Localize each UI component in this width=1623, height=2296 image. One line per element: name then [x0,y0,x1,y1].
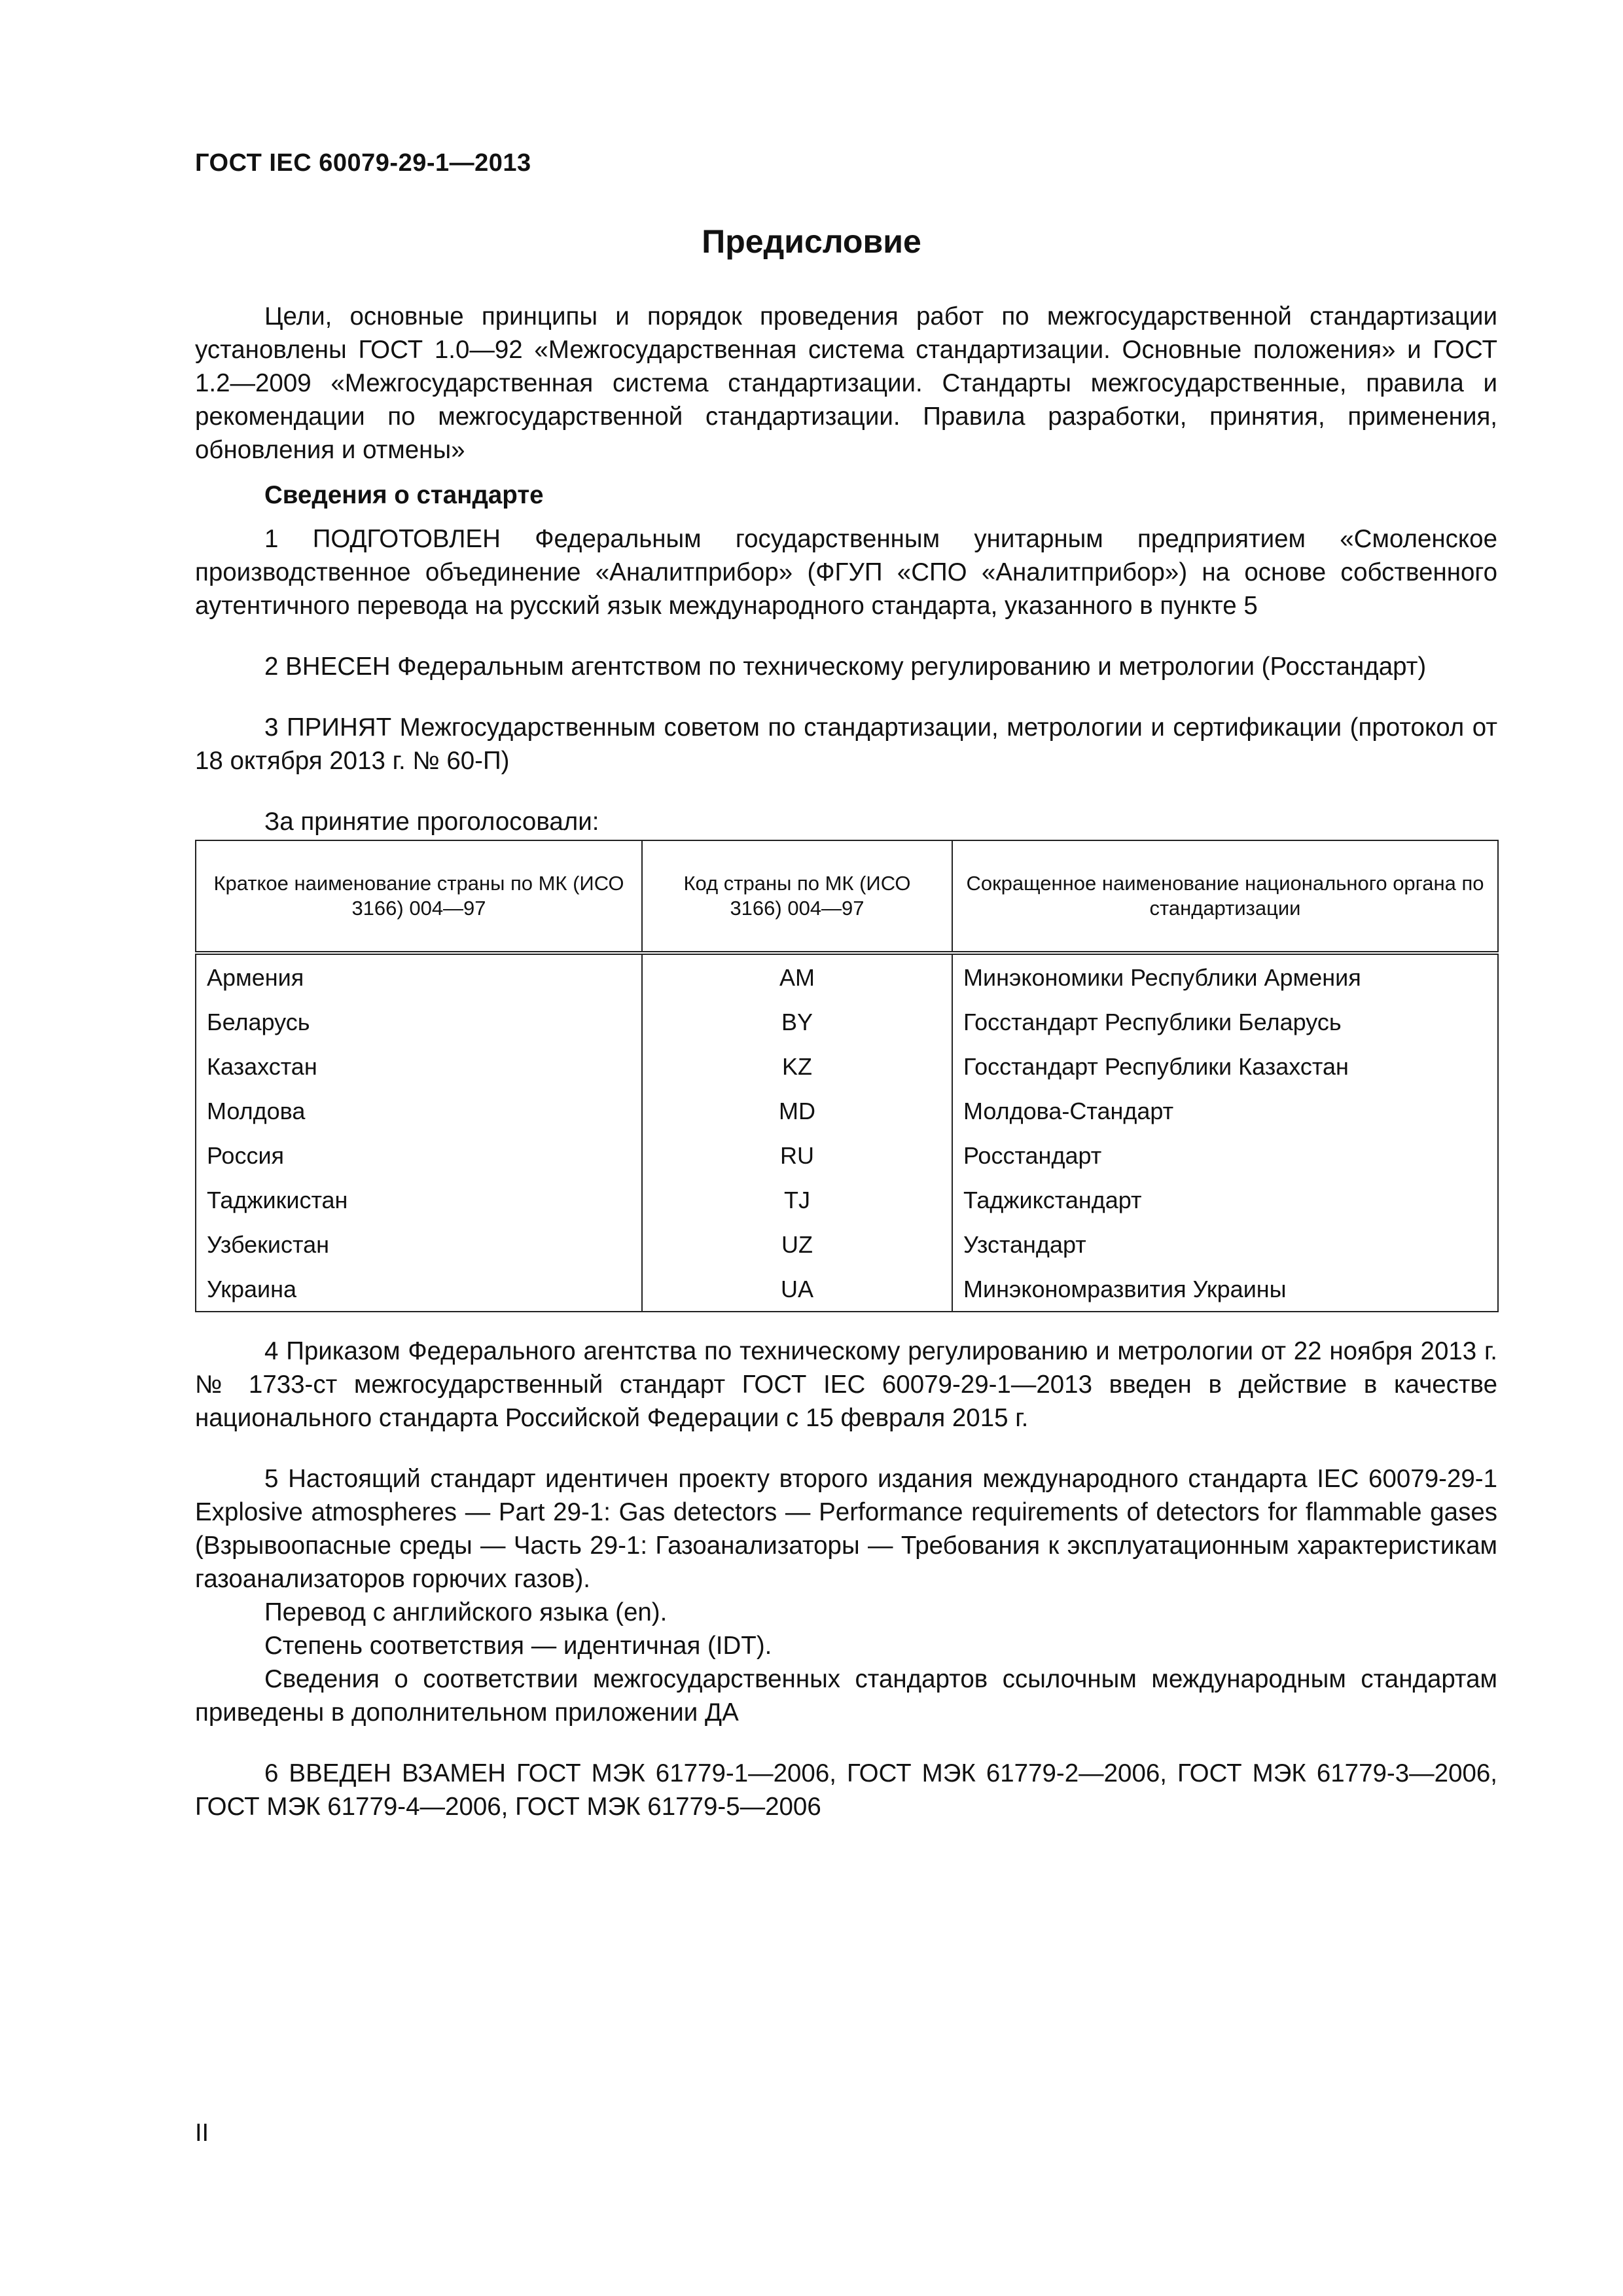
item-1-paragraph: 1 ПОДГОТОВЛЕН Федеральным государственным унитарным предприятием «Смоленское производственное объединение «Аналитприбор» (ФГУП «СПО «Аналитприбор») на основе собственного аутентичного перевода на русский язык международного стандарта, указанного в пункте 5 [195,525,1497,620]
body-cell: Госстандарт Республики Казахстан [952,1044,1498,1088]
country-cell: Украина [196,1266,642,1312]
body-cell: Минэкономразвития Украины [952,1266,1498,1312]
country-cell: Россия [196,1133,642,1177]
country-cell: Молдова [196,1088,642,1133]
column-header-country: Краткое наименование страны по МК (ИСО 3166) 004—97 [196,840,642,953]
code-cell: KZ [642,1044,952,1088]
table-row [196,999,1498,1044]
item-5-translation: Перевод с английского языка (en). [264,1598,668,1626]
item-3-paragraph: 3 ПРИНЯТ Межгосударственным советом по стандартизации, метрологии и сертификации (протокол от 18 октября 2013 г. № 60-П) [195,713,1497,775]
code-cell: AM [642,953,952,999]
section-subheading: Сведения о стандарте [264,481,544,509]
code-cell: TJ [642,1177,952,1222]
voted-label: За принятие проголосовали: [264,808,599,836]
code-cell: UZ [642,1222,952,1266]
table-row [196,1133,1498,1177]
table-row [196,953,1498,999]
item-4-paragraph: 4 Приказом Федерального агентства по техническому регулированию и метрологии от 22 ноября 2013 г. № 1733-ст межгосударственный стандарт ГОСТ IEC 60079-29-1—2013 введен в действие в качестве национального стандарта Российской Федерации с 15 февраля 2015 г. [195,1337,1497,1432]
body-cell: Таджикстандарт [952,1177,1498,1222]
column-header-body: Сокращенное наименование национального органа по стандартизации [952,840,1498,953]
table-row [196,1088,1498,1133]
document-header: ГОСТ IEC 60079-29-1—2013 [195,149,531,177]
country-cell: Беларусь [196,999,642,1044]
body-cell: Минэкономики Республики Армения [952,953,1498,999]
body-cell: Госстандарт Республики Беларусь [952,999,1498,1044]
code-cell: BY [642,999,952,1044]
intro-paragraph: Цели, основные принципы и порядок проведения работ по межгосударственной стандартизации установлены ГОСТ 1.0—92 «Межгосударственная система стандартизации. Основные положения» и ГОСТ 1.2—2009 «Межгосударственная система стандартизации. Стандарты межгосударственные, правила и рекомендации по межгосударственной стандартизации. Правила разработки, принятия, применения, обновления и отмены» [195,302,1497,464]
code-cell: MD [642,1088,952,1133]
body-cell: Росстандарт [952,1133,1498,1177]
page-title: Предисловие [702,223,921,260]
item-2-paragraph: 2 ВНЕСЕН Федеральным агентством по техническому регулированию и метрологии (Росстандарт) [264,653,1427,681]
item-5-degree: Степень соответствия — идентичная (IDT). [264,1632,772,1660]
body-cell: Узстандарт [952,1222,1498,1266]
table-row [196,1177,1498,1222]
country-cell: Казахстан [196,1044,642,1088]
member-countries-table [195,840,1499,1312]
column-header-code: Код страны по МК (ИСО 3166) 004—97 [642,840,952,953]
table-header-row [196,840,1498,953]
country-cell: Таджикистан [196,1177,642,1222]
country-cell: Армения [196,953,642,999]
code-cell: UA [642,1266,952,1312]
page-number: II [195,2119,209,2147]
table-row [196,1266,1498,1312]
body-cell: Молдова-Стандарт [952,1088,1498,1133]
table-row [196,1222,1498,1266]
page-content [195,300,1497,1823]
item-5-paragraph: 5 Настоящий стандарт идентичен проекту второго издания международного стандарта IEC 60079-29-1 Explosive atmospheres — Part 29-1: Gas detectors — Performance requirements of detectors for flammable gases (Взрывоопасные среды — Часть 29-1: Газоанализаторы — Требования к эксплуатационным характеристикам газоанализаторов горючих газов). [195,1465,1497,1593]
table-row [196,1044,1498,1088]
code-cell: RU [642,1133,952,1177]
item-5-references: Сведения о соответствии межгосударственных стандартов ссылочным международным стандартам приведены в дополнительном приложении ДА [195,1665,1497,1727]
item-6-paragraph: 6 ВВЕДЕН ВЗАМЕН ГОСТ МЭК 61779-1—2006, ГОСТ МЭК 61779-2—2006, ГОСТ МЭК 61779-3—2006, ГОСТ МЭК 61779-4—2006, ГОСТ МЭК 61779-5—2006 [195,1759,1497,1821]
country-cell: Узбекистан [196,1222,642,1266]
